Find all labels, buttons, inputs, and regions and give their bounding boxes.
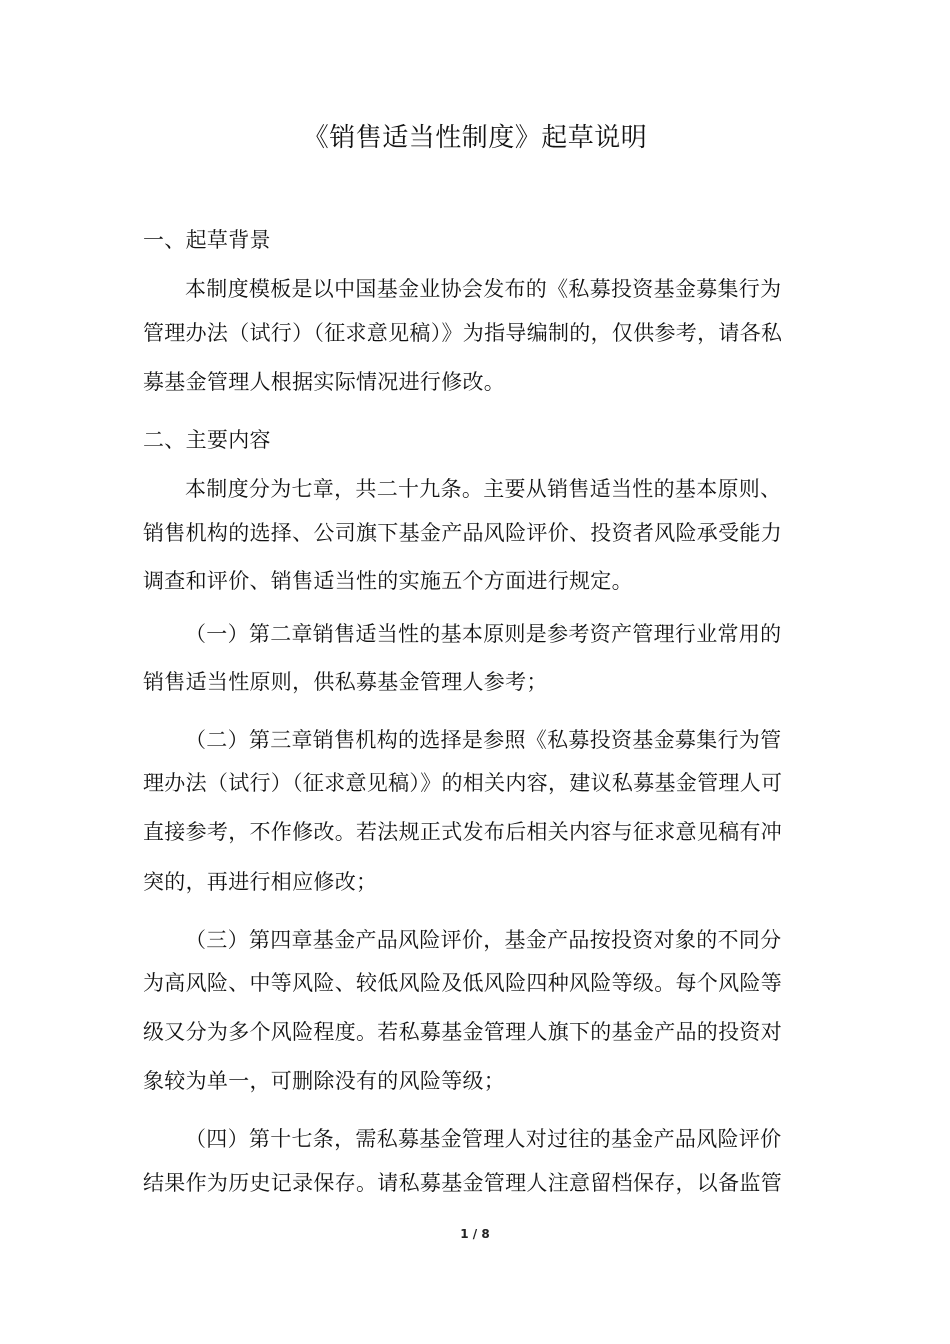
paragraph-line: （四）第十七条，需私募基金管理人对过往的基金产品风险评价 xyxy=(185,1127,782,1151)
paragraph-line: 本制度模板是以中国基金业协会发布的《私募投资基金募集行为 xyxy=(185,277,782,301)
paragraph-line: （二）第三章销售机构的选择是参照《私募投资基金募集行为管 xyxy=(185,728,782,752)
page-indicator: 1 / 8 xyxy=(460,1227,490,1241)
paragraph-line: 结果作为历史记录保存。请私募基金管理人注意留档保存，以备监管 xyxy=(143,1171,782,1195)
document-title: 《销售适当性制度》起草说明 xyxy=(302,123,648,153)
paragraph-line: （一）第二章销售适当性的基本原则是参考资产管理行业常用的 xyxy=(185,622,782,646)
paragraph-line: 本制度分为七章，共二十九条。主要从销售适当性的基本原则、 xyxy=(185,477,782,501)
paragraph-line: 为高风险、中等风险、较低风险及低风险四种风险等级。每个风险等 xyxy=(143,971,782,995)
paragraph-line: 级又分为多个风险程度。若私募基金管理人旗下的基金产品的投资对 xyxy=(143,1020,782,1044)
paragraph-line: 直接参考，不作修改。若法规正式发布后相关内容与征求意见稿有冲 xyxy=(143,820,782,844)
paragraph-line: （三）第四章基金产品风险评价，基金产品按投资对象的不同分 xyxy=(185,928,782,952)
paragraph-line: 销售机构的选择、公司旗下基金产品风险评价、投资者风险承受能力 xyxy=(143,521,782,545)
paragraph-line: 销售适当性原则，供私募基金管理人参考； xyxy=(143,670,548,694)
paragraph-line: 象较为单一，可删除没有的风险等级； xyxy=(143,1069,506,1093)
section-heading-main-content: 二、主要内容 xyxy=(143,428,271,452)
paragraph-line: 募基金管理人根据实际情况进行修改。 xyxy=(143,370,506,394)
section-heading-background: 一、起草背景 xyxy=(143,228,271,252)
paragraph-line: 管理办法（试行）（征求意见稿）》为指导编制的，仅供参考，请各私 xyxy=(143,321,783,345)
paragraph-line: 突的，再进行相应修改； xyxy=(143,870,378,894)
paragraph-line: 理办法（试行）（征求意见稿）》的相关内容，建议私募基金管理人可 xyxy=(143,771,783,795)
paragraph-line: 调查和评价、销售适当性的实施五个方面进行规定。 xyxy=(143,569,633,593)
